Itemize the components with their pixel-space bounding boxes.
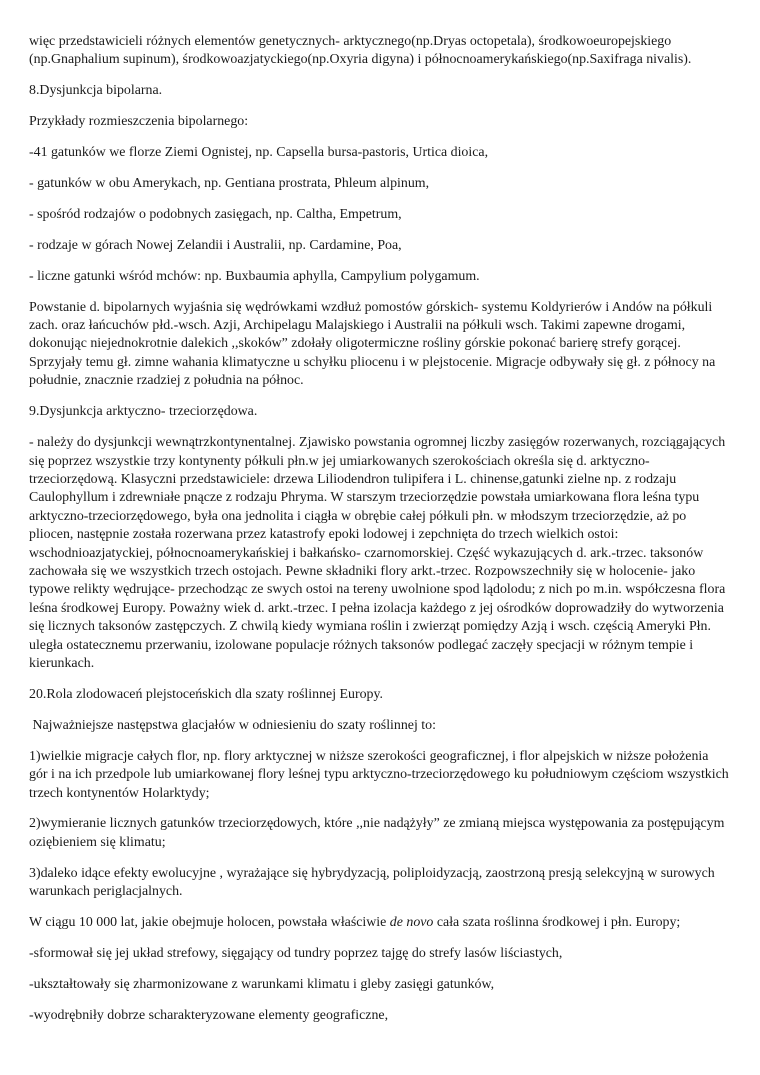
list-item-ziemia-ognista: -41 gatunków we florze Ziemi Ognistej, np. Capsella bursa-pastoris, Urtica dioica, — [29, 145, 489, 161]
heading-glaciation-role: 20.Rola zlodowaceń plejstoceńskich dla szaty roślinnej Europy. — [29, 686, 383, 702]
paragraph-glaciation-intro: Najważniejsze następstwa glacjałów w odniesieniu do szaty roślinnej to: — [29, 717, 436, 733]
list-item-zonal: -sformował się jej układ strefowy, sięgający od tundry poprzez tajgę do strefy lasów liściastych, — [29, 945, 563, 961]
list-item-evolution: 3)daleko idące efekty ewolucyjne , wyrażające się hybrydyzacją, poliploidyzacją, zaostrzoną presją selekcyjną w surowych warunkach periglacjalnych. — [29, 865, 715, 900]
list-item-extinction: 2)wymieranie licznych gatunków trzeciorzędowych, które ,,nie nadążyły” ze zmianą miejsca występowania za postępującym oziębieniem się klimatu; — [29, 816, 725, 850]
paragraph-holocene — [29, 914, 730, 932]
heading-bipolar-disjunction: 8.Dysjunkcja bipolarna. — [29, 83, 163, 99]
holocene-text-after: cała szata roślinna środkowej i płn. Europy; — [433, 915, 681, 931]
list-item-migrations: 1)wielkie migracje całych flor, np. flory arktycznej w niższe szerokości geograficznej, i flor alpejskich w niższe położenia gór i na ich przedpole lub umiarkowanej flory leśnej typu arktyczno-trzeciorzędowego ku południowym częściom wszystkich trzech kontynentów Holarktydy; — [29, 748, 729, 801]
list-item-mosses: - liczne gatunki wśród mchów: np. Buxbaumia aphylla, Campylium polygamum. — [29, 268, 480, 284]
list-item-genera: - spośród rodzajów o podobnych zasięgach, np. Caltha, Empetrum, — [29, 206, 402, 222]
paragraph-bipolar-origin: Powstanie d. bipolarnych wyjaśnia się wędrówkami wzdłuż pomostów górskich- systemu Koldyrierów i Andów na półkuli zach. oraz łańcuchów płd.-wsch. Azji, Archipelagu Malajskiego i Australii na półkuli wsch. Takimi zapewne drogami, dokonując niejednokrotnie dalekich ,,skoków” zdołały oligotermiczne rośliny górskie pokonać barierę strefy gorącej. Sprzyjały temu gł. zimne wahania klimatyczne u schyłku pliocenu i w plejstocenie. Migracje odbywały się gł. z północy na południe, znacznie rzadziej z południa na północ. — [29, 299, 716, 389]
paragraph-arctic-tertiary: - należy do dysjunkcji wewnątrzkontynentalnej. Zjawisko powstania ogromnej liczby zasięgów rozerwanych, rozciągających się poprzez wszystkie trzy kontynenty półkuli płn.w jej umiarkowanych szerokościach określa się d. arktyczno-trzeciorzędową. Klasyczni przedstawiciele: drzewa Liliodendron tulipifera i L. chinense,gatunki zielne np. z rodzaju Caulophyllum i zdrewniałe pnącze z rodzaju Phryma. W starszym trzeciorzędzie powstała umiarkowana flora leśna typu arktyczno-trzeciorzędowego, była ona jednolita i ciągła w obrębie całej półkuli płn. w młodszym trzeciorzędzie, aż po pliocen, następnie została rozerwana przez katastrofy epoki lodowej i zepchnięta do trzech wielkich ostoi: wschodnioazjatyckiej, północnoamerykańskiej i bałkańsko- czarnomorskiej. Część wykazujących d. ark.-trzec. taksonów zachowała się we wszystkich trzech ostojach. Pewne składniki flory arkt.-trzec. Rozpowszechniły się w holocenie- jako typowe relikty wędrujące- przechodząc ze swych ostoi na tereny uwolnione spod lądolodu; z nich po m.in. współczesna flora leśna środkowej Europy. Poważny wiek d. arkt.-trzec. I pełna izolacja każdego z jej ośrodków doprowadziły do wytworzenia się licznych taksonów zastępczych. Z chwilą kiedy wymiana roślin i zwierząt pomiędzy Azją i wsch. częścią Ameryki Płn. uległa ostatecznemu przerwaniu, izolowane populacje różnych taksonów podlegać zaczęły specjacji w różnym tempie i kierunkach. — [29, 435, 726, 671]
list-item-new-zealand: - rodzaje w górach Nowej Zelandii i Australii, np. Cardamine, Poa, — [29, 237, 402, 253]
holocene-text-before: W ciągu 10 000 lat, jakie obejmuje holocen, powstała właściwie — [29, 915, 390, 931]
paragraph-genetic-elements: więc przedstawicieli różnych elementów genetycznych- arktycznego(np.Dryas octopetala), środkowoeuropejskiego (np.Gnaphalium supinum), środkowoazjatyckiego(np.Oxyria digyna) i północnoamerykańskiego(np.Saxifraga nivalis). — [29, 34, 692, 68]
holocene-text-italic: de novo — [389, 915, 434, 931]
list-item-ranges: -ukształtowały się zharmonizowane z warunkami klimatu i gleby zasięgi gatunków, — [29, 976, 495, 992]
paragraph-bipolar-intro: Przykłady rozmieszczenia bipolarnego: — [29, 114, 249, 130]
list-item-americas: - gatunków w obu Amerykach, np. Gentiana prostrata, Phleum alpinum, — [29, 176, 430, 192]
list-item-elements: -wyodrębniły dobrze scharakteryzowane elementy geograficzne, — [29, 1007, 389, 1023]
heading-arctic-tertiary: 9.Dysjunkcja arktyczno- trzeciorzędowa. — [29, 404, 258, 420]
